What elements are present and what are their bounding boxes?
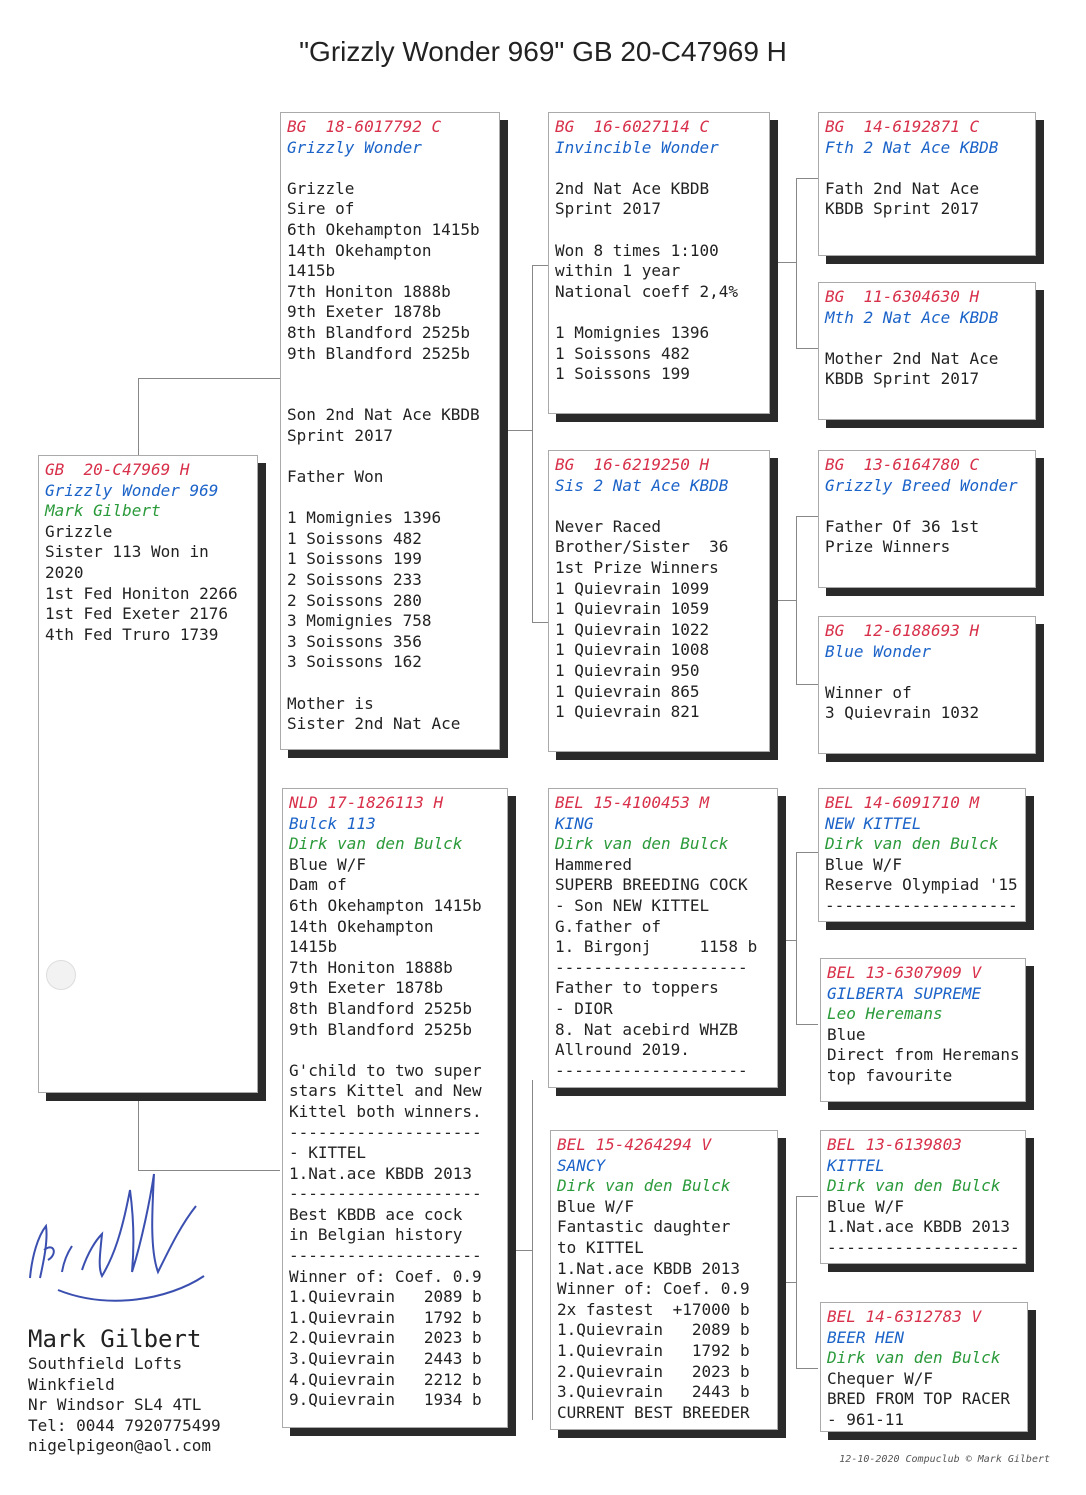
detail-line: Blue: [827, 1024, 866, 1044]
detail-line: KBDB Sprint 2017: [825, 199, 980, 219]
detail-line: 7th Honiton 1888b: [287, 281, 451, 301]
address-line: Southfield Lofts: [28, 1354, 183, 1373]
page-title: "Grizzly Wonder 969" GB 20-C47969 H: [299, 36, 787, 67]
detail-line: [287, 447, 493, 468]
detail-line: 3 Soissons 356: [287, 631, 422, 651]
detail-line: stars Kittel and New: [289, 1081, 482, 1101]
details: [827, 1025, 1019, 1087]
bird-name: SANCY: [557, 1155, 606, 1175]
dam-sire-card: [548, 788, 778, 1088]
signature-icon: [18, 1160, 218, 1310]
detail-line: 1 Soissons 482: [555, 343, 690, 363]
bird-name: Grizzly Wonder 969: [45, 480, 219, 500]
detail-line: 1.Quievrain 1792 b: [557, 1340, 750, 1360]
bird-name: BEER HEN: [827, 1327, 905, 1347]
detail-line: 1 Quievrain 865: [555, 681, 700, 701]
detail-line: --------------------: [289, 1122, 482, 1142]
breeder-name: Dirk van den Bulck: [289, 834, 463, 854]
details: [825, 328, 1029, 390]
detail-line: 9.Quievrain 1934 b: [289, 1390, 482, 1410]
detail-line: Hammered: [555, 854, 633, 874]
detail-line: 1 Quievrain 821: [555, 702, 700, 722]
detail-line: Blue W/F: [557, 1196, 635, 1216]
detail-line: Mother 2nd Nat Ace: [825, 348, 999, 368]
detail-line: 2020: [45, 562, 84, 582]
detail-line: 6th Okehampton 1415b: [289, 895, 482, 915]
connector: [500, 430, 532, 431]
ring-number: BG 14-6192871 C: [825, 117, 980, 136]
dam-dam-card: [550, 1130, 778, 1430]
connector: [532, 265, 548, 266]
details: [827, 1197, 1019, 1259]
detail-line: Mother is: [287, 693, 374, 713]
detail-line: Sister 2nd Nat Ace: [287, 714, 461, 734]
detail-line: --------------------: [827, 1237, 1020, 1257]
connector: [796, 1024, 818, 1025]
detail-line: SUPERB BREEDING COCK: [555, 875, 748, 895]
detail-line: 1. Birgonj 1158 b: [555, 937, 758, 957]
phone-line: Tel: 0044 7920775499: [28, 1415, 221, 1435]
ddd-card: [820, 1302, 1028, 1432]
detail-line: [825, 158, 1029, 179]
dsd-card: [820, 958, 1026, 1102]
bird-name: Grizzly Breed Wonder: [825, 475, 1018, 495]
detail-line: 1 Soissons 199: [287, 549, 422, 569]
detail-line: [287, 364, 493, 385]
breeder-name: Dirk van den Bulck: [827, 1176, 1001, 1196]
ring-number: BEL 15-4264294 V: [557, 1135, 712, 1154]
detail-line: Blue W/F: [825, 854, 903, 874]
ring-number: BG 16-6027114 C: [555, 117, 710, 136]
detail-line: 1 Soissons 199: [555, 364, 690, 384]
detail-line: [555, 220, 763, 241]
bird-name: Fth 2 Nat Ace KBDB: [825, 137, 999, 157]
detail-line: Direct from Heremans: [827, 1045, 1020, 1065]
owner-block: [28, 1324, 221, 1457]
detail-line: 1st Fed Honiton 2266: [45, 583, 238, 603]
detail-line: [289, 1040, 501, 1061]
detail-line: Chequer W/F: [827, 1368, 933, 1388]
detail-line: 8th Blandford 2525b: [289, 998, 473, 1018]
connector: [796, 852, 797, 1024]
detail-line: KBDB Sprint 2017: [825, 369, 980, 389]
detail-line: 2.Quievrain 2023 b: [289, 1328, 482, 1348]
detail-line: 1415b: [287, 261, 336, 281]
detail-line: National coeff 2,4%: [555, 281, 739, 301]
detail-line: 9th Blandford 2525b: [287, 343, 471, 363]
connector: [796, 178, 818, 179]
detail-line: [825, 662, 1029, 683]
dds-card: [820, 1130, 1026, 1264]
detail-line: 14th Okehampton: [287, 240, 432, 260]
connector: [770, 262, 796, 263]
detail-line: 1st Prize Winners: [555, 557, 719, 577]
detail-line: Winner of: Coef. 0.9: [289, 1266, 482, 1286]
detail-line: Grizzle: [287, 178, 355, 198]
detail-line: Father Of 36 1st: [825, 516, 980, 536]
detail-line: within 1 year: [555, 261, 681, 281]
subject-card: [38, 455, 258, 1093]
detail-line: in Belgian history: [289, 1225, 463, 1245]
ring-number: BG 18-6017792 C: [287, 117, 442, 136]
detail-line: [825, 328, 1029, 349]
detail-line: 1 Momignies 1396: [287, 508, 442, 528]
details: [825, 662, 1029, 724]
detail-line: BRED FROM TOP RACER: [827, 1389, 1011, 1409]
detail-line: 9th Exeter 1878b: [289, 978, 444, 998]
ring-number: GB 20-C47969 H: [45, 460, 190, 479]
detail-line: Blue W/F: [827, 1196, 905, 1216]
detail-line: Never Raced: [555, 516, 661, 536]
detail-line: 1.Nat.ace KBDB 2013: [557, 1258, 741, 1278]
detail-line: [555, 158, 763, 179]
detail-line: Prize Winners: [825, 537, 951, 557]
detail-line: 1 Quievrain 1099: [555, 578, 710, 598]
address-line: Winkfield: [28, 1374, 115, 1394]
sire-card: [280, 112, 500, 750]
detail-line: Sprint 2017: [555, 199, 661, 219]
detail-line: 1 Quievrain 1022: [555, 619, 710, 639]
detail-line: Fantastic daughter: [557, 1217, 731, 1237]
detail-line: [287, 158, 493, 179]
detail-line: 2x fastest +17000 b: [557, 1299, 750, 1319]
ring-number: BEL 14-6312783 V: [827, 1307, 982, 1326]
detail-line: 1.Nat.ace KBDB 2013: [827, 1217, 1011, 1237]
detail-line: 3 Soissons 162: [287, 652, 422, 672]
detail-line: 3.Quievrain 2443 b: [289, 1349, 482, 1369]
address-line: Nr Windsor SL4 4TL: [28, 1395, 202, 1415]
ring-number: BEL 14-6091710 M: [825, 793, 980, 812]
sire-sire-card: [548, 112, 770, 414]
detail-line: 3 Quievrain 1032: [825, 703, 980, 723]
ring-number: BG 11-6304630 H: [825, 287, 980, 306]
breeder-name: Dirk van den Bulck: [557, 1176, 731, 1196]
detail-line: Blue W/F: [289, 854, 367, 874]
connector: [778, 1282, 796, 1283]
details: [825, 855, 1019, 917]
detail-line: 1.Nat.ace KBDB 2013: [289, 1163, 473, 1183]
detail-line: Sprint 2017: [287, 425, 393, 445]
ring-number: BG 16-6219250 H: [555, 455, 710, 474]
ring-number: BEL 13-6139803: [827, 1135, 962, 1154]
connector: [138, 378, 139, 456]
detail-line: [555, 496, 763, 517]
detail-line: Kittel both winners.: [289, 1101, 482, 1121]
breeder-name: Dirk van den Bulck: [555, 834, 729, 854]
detail-line: [287, 488, 493, 509]
connector: [138, 378, 280, 379]
connector: [532, 265, 533, 622]
sss-card: [818, 112, 1036, 256]
connector: [532, 1080, 533, 1420]
details: [557, 1197, 771, 1424]
bird-name: Grizzly Wonder: [287, 137, 422, 157]
detail-line: Brother/Sister 36: [555, 537, 729, 557]
detail-line: Best KBDB ace cock: [289, 1204, 463, 1224]
detail-line: 9th Exeter 1878b: [287, 302, 442, 322]
detail-line: top favourite: [827, 1065, 953, 1085]
details: [555, 855, 771, 1082]
connector: [796, 1196, 797, 1368]
detail-line: 2.Quievrain 2023 b: [557, 1361, 750, 1381]
owner-name: Mark Gilbert: [28, 1325, 202, 1353]
bird-name: Invincible Wonder: [555, 137, 719, 157]
detail-line: Grizzle: [45, 521, 113, 541]
bird-name: Mth 2 Nat Ace KBDB: [825, 307, 999, 327]
bird-name: NEW KITTEL: [825, 813, 922, 833]
connector: [796, 852, 818, 853]
detail-line: Dam of: [289, 875, 347, 895]
detail-line: Fath 2nd Nat Ace: [825, 178, 980, 198]
detail-line: CURRENT BEST BREEDER: [557, 1402, 750, 1422]
details: [45, 522, 251, 646]
detail-line: Allround 2019.: [555, 1040, 690, 1060]
detail-line: 3.Quievrain 2443 b: [557, 1382, 750, 1402]
detail-line: G'child to two super: [289, 1060, 482, 1080]
bird-name: Blue Wonder: [825, 641, 931, 661]
detail-line: --------------------: [555, 957, 748, 977]
sdd-card: [818, 616, 1036, 754]
details: [287, 158, 493, 735]
bird-name: KITTEL: [827, 1155, 885, 1175]
detail-line: Son 2nd Nat Ace KBDB: [287, 405, 480, 425]
connector: [796, 348, 818, 349]
detail-line: - Son NEW KITTEL: [555, 895, 710, 915]
breeder-name: Dirk van den Bulck: [825, 834, 999, 854]
ring-number: BG 13-6164780 C: [825, 455, 980, 474]
detail-line: 2 Soissons 233: [287, 570, 422, 590]
detail-line: - KITTEL: [289, 1143, 367, 1163]
detail-line: 14th Okehampton: [289, 916, 434, 936]
detail-line: 2 Soissons 280: [287, 590, 422, 610]
bird-name: Bulck 113: [289, 813, 376, 833]
detail-line: 1 Soissons 482: [287, 528, 422, 548]
dss-card: [818, 788, 1026, 922]
detail-line: Father to toppers: [555, 978, 719, 998]
detail-line: - 961-11: [827, 1409, 905, 1429]
connector: [508, 1250, 532, 1251]
ring-number: BEL 13-6307909 V: [827, 963, 982, 982]
detail-line: Won 8 times 1:100: [555, 240, 719, 260]
ring-number: BEL 15-4100453 M: [555, 793, 710, 812]
connector: [770, 600, 796, 601]
sds-card: [818, 450, 1036, 588]
details: [825, 158, 1029, 220]
detail-line: G.father of: [555, 916, 661, 936]
details: [555, 496, 763, 723]
detail-line: Father Won: [287, 467, 384, 487]
detail-line: --------------------: [289, 1184, 482, 1204]
detail-line: 1 Quievrain 950: [555, 660, 700, 680]
detail-line: [825, 496, 1029, 517]
breeder-name: Leo Heremans: [827, 1004, 943, 1024]
details: [827, 1369, 1021, 1431]
detail-line: [287, 385, 493, 406]
detail-line: --------------------: [555, 1060, 748, 1080]
detail-line: Winner of: [825, 682, 912, 702]
detail-line: Reserve Olympiad '15: [825, 875, 1018, 895]
connector: [532, 622, 548, 623]
detail-line: 1 Quievrain 1008: [555, 640, 710, 660]
detail-line: --------------------: [289, 1246, 482, 1266]
connector: [138, 1090, 139, 1170]
sire-dam-card: [548, 450, 770, 752]
detail-line: 1.Quievrain 1792 b: [289, 1307, 482, 1327]
detail-line: --------------------: [825, 895, 1018, 915]
connector: [796, 516, 818, 517]
detail-line: [287, 673, 493, 694]
detail-line: 9th Blandford 2525b: [289, 1019, 473, 1039]
details: [555, 158, 763, 385]
email-line: nigelpigeon@aol.com: [28, 1436, 212, 1456]
detail-line: 1.Quievrain 2089 b: [557, 1320, 750, 1340]
detail-line: Winner of: Coef. 0.9: [557, 1279, 750, 1299]
detail-line: 8. Nat acebird WHZB: [555, 1019, 739, 1039]
detail-line: 1 Momignies 1396: [555, 322, 710, 342]
ssd-card: [818, 282, 1036, 420]
details: [825, 496, 1029, 558]
detail-line: 1 Quievrain 1059: [555, 599, 710, 619]
detail-line: Sire of: [287, 199, 355, 219]
bird-name: KING: [555, 813, 594, 833]
ring-number: BG 12-6188693 H: [825, 621, 980, 640]
detail-line: 8th Blandford 2525b: [287, 322, 471, 342]
bird-name: Sis 2 Nat Ace KBDB: [555, 475, 729, 495]
detail-line: - DIOR: [555, 998, 613, 1018]
punch-hole: [46, 960, 76, 990]
breeder-name: Dirk van den Bulck: [827, 1348, 1001, 1368]
detail-line: [555, 302, 763, 323]
detail-line: 1415b: [289, 937, 338, 957]
details: [289, 855, 501, 1411]
connector: [778, 940, 796, 941]
detail-line: Sister 113 Won in: [45, 542, 209, 562]
dam-card: [282, 788, 508, 1428]
detail-line: 6th Okehampton 1415b: [287, 219, 480, 239]
detail-line: 4th Fed Truro 1739: [45, 624, 219, 644]
detail-line: 4.Quievrain 2212 b: [289, 1369, 482, 1389]
print-stamp: 12-10-2020 Compuclub © Mark Gilbert: [839, 1454, 1050, 1465]
detail-line: 2nd Nat Ace KBDB: [555, 178, 710, 198]
connector: [796, 1196, 818, 1197]
connector: [796, 178, 797, 348]
connector: [796, 516, 797, 684]
bird-name: GILBERTA SUPREME: [827, 983, 982, 1003]
detail-line: 1.Quievrain 2089 b: [289, 1287, 482, 1307]
breeder-name: Mark Gilbert: [45, 501, 161, 521]
detail-line: to KITTEL: [557, 1237, 644, 1257]
detail-line: 1st Fed Exeter 2176: [45, 604, 229, 624]
detail-line: 3 Momignies 758: [287, 611, 432, 631]
ring-number: NLD 17-1826113 H: [289, 793, 444, 812]
connector: [796, 684, 818, 685]
connector: [796, 1368, 818, 1369]
detail-line: 7th Honiton 1888b: [289, 957, 453, 977]
